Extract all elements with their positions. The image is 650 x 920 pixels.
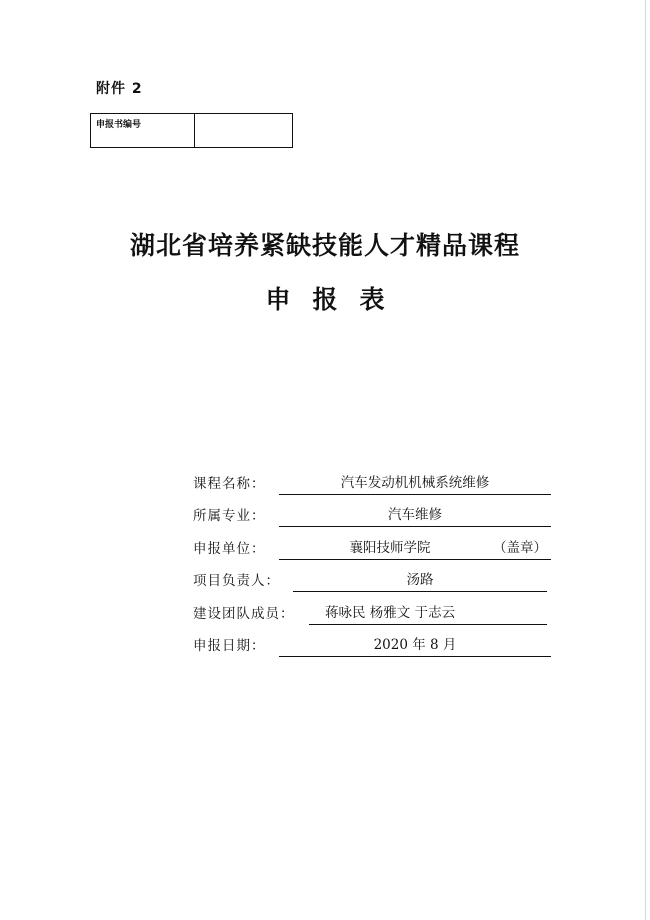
- field-course-name: [193, 462, 563, 495]
- application-number-label: 申报书编号: [91, 114, 195, 147]
- stamp-note: （盖章）: [493, 539, 547, 556]
- application-number-value: [195, 114, 292, 147]
- field-label: 申报单位：: [193, 540, 266, 557]
- field-label: 课程名称：: [193, 475, 266, 492]
- field-label: 项目负责人：: [193, 573, 280, 589]
- field-label: 建设团队成员：: [193, 605, 295, 622]
- document-subtitle: 申报表: [265, 285, 407, 314]
- field-major: [193, 495, 563, 528]
- field-value: 2020 年 8 月: [279, 633, 551, 657]
- document-title: 湖北省培养紧缺技能人才精品课程: [129, 231, 520, 260]
- field-value: 襄阳技师学院: [349, 539, 431, 556]
- field-label: 所属专业：: [193, 508, 266, 524]
- field-value-wrapper: [279, 536, 551, 560]
- page-edge: [645, 0, 646, 920]
- field-team-members: [193, 592, 563, 625]
- info-fields: [193, 462, 563, 657]
- field-application-date: [193, 625, 563, 658]
- application-number-box: [90, 113, 293, 148]
- field-project-lead: [193, 560, 563, 593]
- field-value: 汤路: [293, 568, 547, 592]
- field-applicant-unit: [193, 527, 563, 560]
- field-value: 汽车维修: [279, 503, 551, 527]
- attachment-label: 附件 2: [96, 81, 143, 97]
- field-label: 申报日期：: [193, 638, 266, 654]
- field-value: 蒋咏民 杨雅文 于志云: [309, 601, 547, 625]
- field-value: 汽车发动机机械系统维修: [279, 471, 551, 495]
